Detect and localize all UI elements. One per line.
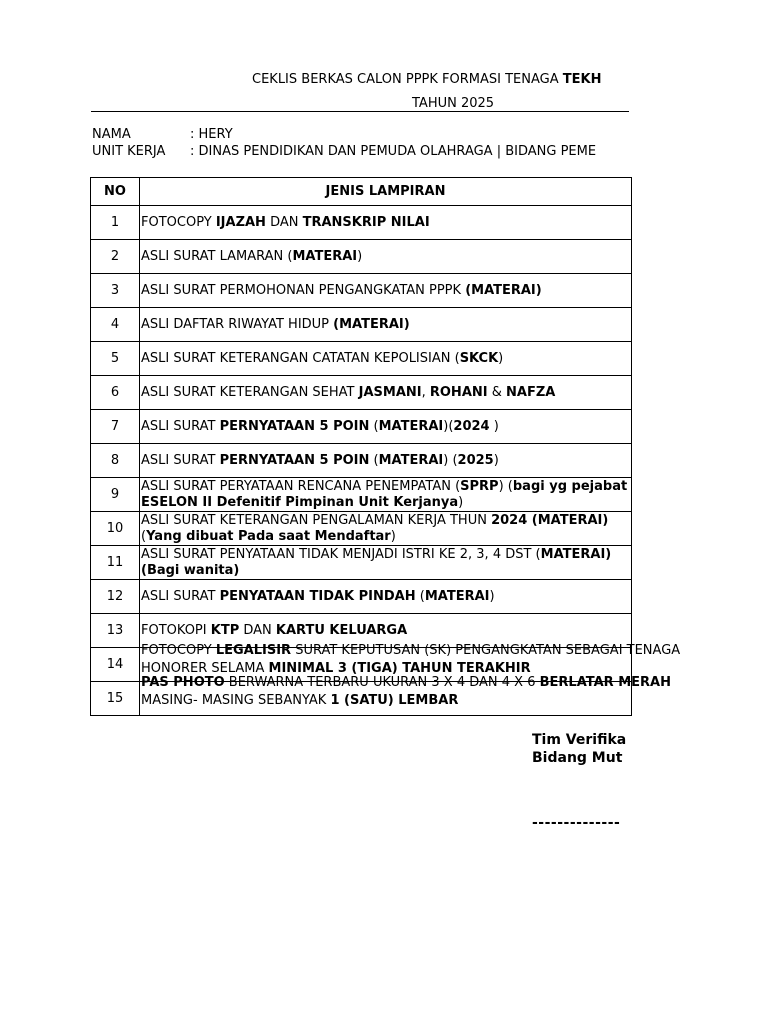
row-jenis-lampiran bbox=[140, 376, 632, 410]
row-number: 12 bbox=[91, 580, 140, 614]
lampiran-text: ASLI SURAT PERNYATAAN 5 POIN (MATERAI)(2024 ) bbox=[141, 418, 499, 434]
row-number: 11 bbox=[91, 546, 140, 580]
row-number: 7 bbox=[91, 410, 140, 444]
table-row bbox=[91, 444, 632, 478]
lampiran-text: PAS PHOTO BERWARNA TERBARU UKURAN 3 X 4 DAN 4 X 6 BERLATAR MERAH MASING- MASING SEBANYAK 1 (SATU) LEMBAR bbox=[141, 675, 671, 708]
table-row bbox=[91, 512, 632, 546]
nama-value: : HERY bbox=[190, 127, 233, 142]
row-jenis-lampiran bbox=[140, 206, 632, 240]
row-number: 1 bbox=[91, 206, 140, 240]
info-unit-kerja bbox=[92, 144, 596, 159]
row-number: 13 bbox=[91, 614, 140, 648]
lampiran-text: ASLI SURAT KETERANGAN PENGALAMAN KERJA THUN 2024 (MATERAI) (Yang dibuat Pada saat Mendaftar) bbox=[141, 512, 609, 544]
nama-label: NAMA bbox=[92, 127, 131, 142]
table-row bbox=[91, 274, 632, 308]
lampiran-table bbox=[90, 177, 681, 716]
table-row bbox=[91, 546, 632, 580]
table-row bbox=[91, 308, 632, 342]
row-number: 10 bbox=[91, 512, 140, 546]
lampiran-text: FOTOCOPY IJAZAH DAN TRANSKRIP NILAI bbox=[141, 214, 430, 230]
row-jenis-lampiran bbox=[140, 342, 632, 376]
lampiran-text: FOTOCOPY LEGALISIR SURAT KEPUTUSAN (SK) PENGANGKATAN SEBAGAI TENAGA HONORER SELAMA MINIMAL 3 (TIGA) TAHUN TERAKHIR bbox=[141, 643, 681, 676]
document-title-line2: TAHUN 2025 bbox=[412, 96, 495, 111]
lampiran-text: ASLI SURAT PERMOHONAN PENGANGKATAN PPPK (MATERAI) bbox=[141, 282, 542, 298]
document-title-line1 bbox=[252, 72, 601, 87]
row-number: 14 bbox=[91, 648, 140, 682]
row-jenis-lampiran bbox=[140, 410, 632, 444]
lampiran-text: ASLI SURAT KETERANGAN SEHAT JASMANI, ROHANI & NAFZA bbox=[141, 384, 556, 400]
lampiran-text: FOTOKOPI KTP DAN KARTU KELUARGA bbox=[141, 622, 408, 638]
title-text: CEKLIS BERKAS CALON PPPK FORMASI TENAGA bbox=[252, 72, 563, 87]
row-number: 15 bbox=[91, 682, 140, 716]
unit-kerja-value: : DINAS PENDIDIKAN DAN PEMUDA OLAHRAGA | BIDANG PEME bbox=[190, 144, 597, 159]
table-header-row bbox=[91, 178, 632, 206]
signature-team-label: Tim Verifika bbox=[532, 732, 627, 748]
unit-kerja-label: UNIT KERJA bbox=[92, 144, 166, 159]
lampiran-text: ASLI SURAT PENYATAAN TIDAK MENJADI ISTRI KE 2, 3, 4 DST (MATERAI) (Bagi wanita) bbox=[141, 546, 612, 578]
table-row bbox=[91, 478, 632, 512]
row-jenis-lampiran bbox=[140, 580, 632, 614]
row-number: 3 bbox=[91, 274, 140, 308]
title-bold-text: TEKH bbox=[562, 72, 602, 87]
lampiran-text: ASLI SURAT PERYATAAN RENCANA PENEMPATAN (SPRP) (bagi yg pejabat ESELON II Defenitif Pimpinan Unit Kerjanya) bbox=[141, 478, 628, 510]
row-jenis-lampiran bbox=[140, 546, 632, 580]
row-jenis-lampiran bbox=[140, 274, 632, 308]
column-header-no: NO bbox=[91, 178, 140, 206]
table-row bbox=[91, 682, 632, 716]
row-jenis-lampiran bbox=[140, 675, 671, 716]
row-jenis-lampiran bbox=[140, 512, 632, 546]
table-row bbox=[91, 240, 632, 274]
row-jenis-lampiran bbox=[140, 478, 632, 512]
signature-line: -------------- bbox=[532, 815, 621, 831]
row-jenis-lampiran bbox=[140, 308, 632, 342]
row-number: 8 bbox=[91, 444, 140, 478]
row-jenis-lampiran bbox=[140, 444, 632, 478]
lampiran-text: ASLI SURAT KETERANGAN CATATAN KEPOLISIAN (SKCK) bbox=[141, 350, 504, 366]
title-underline bbox=[91, 111, 629, 112]
row-number: 9 bbox=[91, 478, 140, 512]
row-number: 6 bbox=[91, 376, 140, 410]
table-body bbox=[91, 206, 681, 716]
info-nama bbox=[92, 127, 233, 142]
table-row bbox=[91, 376, 632, 410]
lampiran-text: ASLI SURAT PENYATAAN TIDAK PINDAH (MATERAI) bbox=[141, 588, 495, 604]
signature-division-label: Bidang Mut bbox=[532, 750, 623, 766]
row-number: 4 bbox=[91, 308, 140, 342]
table-row bbox=[91, 342, 632, 376]
table-row bbox=[91, 580, 632, 614]
table-row bbox=[91, 206, 632, 240]
table-row bbox=[91, 410, 632, 444]
row-jenis-lampiran bbox=[140, 240, 632, 274]
row-number: 5 bbox=[91, 342, 140, 376]
row-number: 2 bbox=[91, 240, 140, 274]
column-header-jenis-lampiran: JENIS LAMPIRAN bbox=[140, 178, 632, 206]
lampiran-text: ASLI SURAT PERNYATAAN 5 POIN (MATERAI) (2025) bbox=[141, 452, 499, 468]
lampiran-text: ASLI SURAT LAMARAN (MATERAI) bbox=[141, 248, 363, 264]
lampiran-text: ASLI DAFTAR RIWAYAT HIDUP (MATERAI) bbox=[141, 316, 410, 332]
